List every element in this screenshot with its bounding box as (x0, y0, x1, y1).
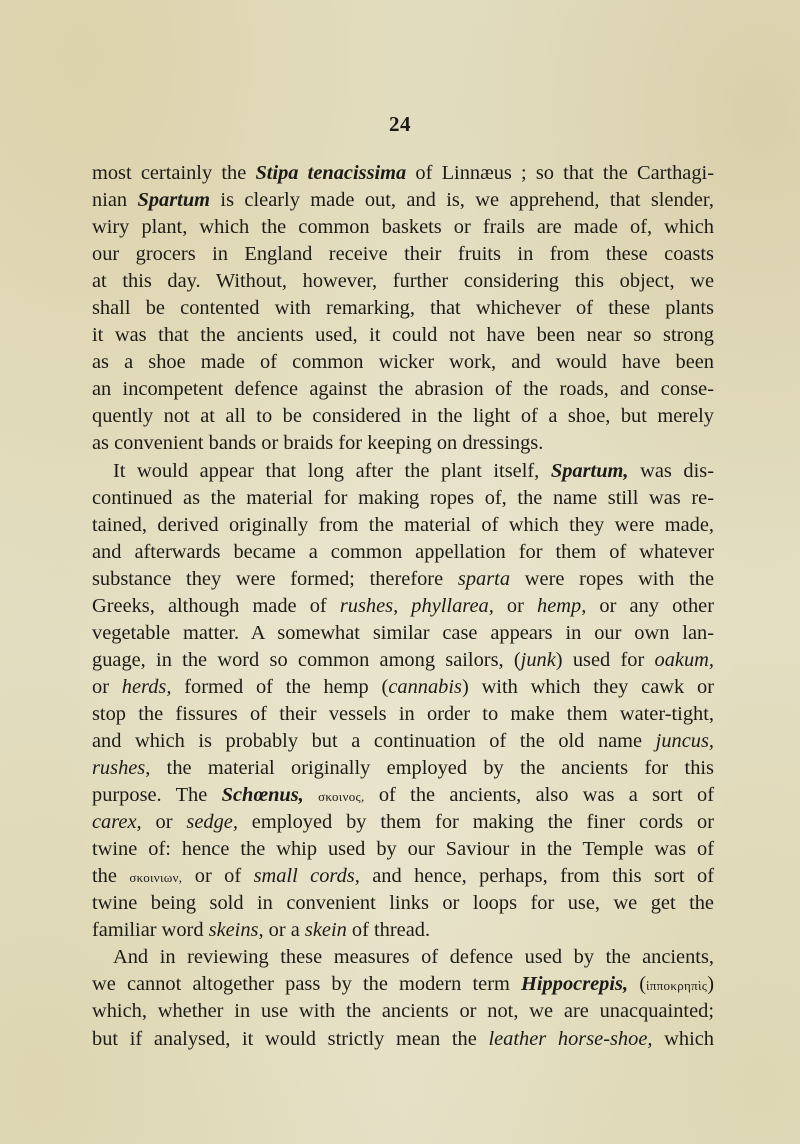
emphasis-text: hemp, (537, 594, 587, 617)
text-line (92, 295, 714, 322)
text-run: shall be contented with remarking, that whichever of these plants (92, 297, 714, 320)
text-run: and hence, perhaps, from this sort of (359, 865, 715, 888)
text-line (92, 349, 714, 376)
text-run: but if analysed, it would strictly mean the (92, 1027, 489, 1050)
text-run: an incompetent defence against the abrasion of the roads, and conse- (92, 378, 714, 401)
text-line (92, 998, 714, 1025)
emphasis-text: carex, (92, 811, 142, 834)
text-run: twine of: hence the whip used by our Saviour in the Temple was of (92, 838, 714, 861)
text-run: or (493, 594, 538, 617)
text-run: or of (182, 865, 254, 888)
emphasis-text: small cords, (253, 865, 360, 888)
text-line (92, 620, 714, 647)
text-run: or (92, 675, 122, 698)
text-run: or a (263, 919, 305, 942)
text-run: familiar word (92, 919, 209, 942)
text-run: purpose. The (92, 784, 222, 807)
emphasis-text: oakum, (654, 648, 714, 671)
emphasis-text: rushes, phyllarea, (339, 594, 494, 617)
text-run: our grocers in England receive their fruits in from these coasts (92, 243, 714, 266)
text-run: or (141, 811, 187, 834)
text-run: is clearly made out, and is, we apprehend, that slender, (210, 189, 714, 212)
text-line (92, 376, 714, 403)
text-run: quently not at all to be considered in the light of a shoe, but merely (92, 405, 714, 428)
text-line (92, 485, 714, 512)
text-run: It would appear that long after the plant itself, (113, 459, 551, 482)
text-run (304, 784, 318, 806)
text-line (92, 187, 714, 214)
emphasis-text: cannabis (388, 675, 462, 698)
text-run: substance they were formed; therefore (92, 567, 458, 590)
text-run: employed by them for making the finer cords or (237, 811, 714, 834)
page-number: 24 (389, 112, 411, 136)
text-run: were ropes with the (510, 567, 714, 590)
text-run: guage, in the word so common among sailors, ( (92, 648, 521, 671)
text-line (92, 160, 714, 187)
text-run: as convenient bands or braids for keeping on dressings. (92, 432, 544, 455)
text-line (92, 863, 714, 890)
text-run: nian (92, 189, 138, 212)
emphasis-text: skein (304, 919, 347, 942)
text-run: And in reviewing these measures of defence used by the ancients, (113, 946, 714, 969)
emphasis-text: skeins, (208, 919, 264, 942)
text-run: ) used for (555, 648, 655, 671)
text-run: most certainly the (92, 162, 256, 184)
greek-term: ἱπποκρηπὶς (646, 978, 708, 994)
text-run: at this day. Without, however, further considering this object, we (92, 270, 714, 293)
text-run: which (652, 1027, 715, 1050)
text-run: continued as the material for making ropes of, the name still was re- (92, 486, 714, 509)
body-text (92, 160, 714, 1053)
text-line (92, 322, 714, 349)
text-line (92, 809, 714, 836)
text-line (92, 782, 714, 809)
text-run: of Linnæus ; so that the Carthagi- (406, 162, 715, 184)
text-line (92, 566, 714, 593)
emphasis-text: junk (520, 648, 556, 671)
text-run: ) with which they cawk or (461, 675, 714, 698)
text-line (92, 674, 714, 701)
text-run: ( (628, 973, 647, 996)
text-line (92, 403, 714, 430)
text-line (92, 593, 714, 620)
text-line (92, 1026, 714, 1053)
text-run: vegetable matter. A somewhat similar case appears in our own lan- (92, 621, 714, 644)
text-run: and afterwards became a common appellation for them of whatever (92, 540, 714, 563)
text-line (92, 728, 714, 755)
text-run: and which is probably but a continuation of the old name (92, 729, 656, 752)
emphasis-text: leather horse-shoe, (488, 1027, 653, 1050)
text-run: Greeks, although made of (92, 594, 340, 617)
emphasis-text: herds, (121, 675, 172, 698)
text-run: was dis- (628, 459, 714, 482)
text-line (92, 971, 714, 998)
text-run: ) (707, 973, 714, 996)
text-line (92, 944, 714, 971)
text-line (92, 890, 714, 917)
emphasis-text: juncus, (655, 729, 714, 752)
text-line (92, 647, 714, 674)
emphasis-text: Stipa tenacissima (255, 162, 407, 184)
greek-term: σκοινος, (318, 789, 365, 805)
text-run: which, whether in use with the ancients or not, we are unacquainted; (92, 1000, 714, 1023)
emphasis-text: sparta (457, 567, 511, 590)
text-run: formed of the hemp ( (171, 675, 389, 698)
text-line (92, 241, 714, 268)
text-line (92, 512, 714, 539)
text-run: wiry plant, which the common baskets or frails are made of, which (92, 216, 714, 239)
text-line (92, 214, 714, 241)
emphasis-text: Spartum, (550, 459, 629, 482)
text-run: tained, derived originally from the material of which they were made, (92, 513, 714, 536)
text-run: of the ancients, also was a sort of (364, 784, 714, 807)
text-run: the (92, 865, 130, 888)
text-run: twine being sold in convenient links or loops for use, we get the (92, 892, 714, 915)
text-line (92, 539, 714, 566)
emphasis-text: rushes, (92, 757, 151, 780)
text-line (92, 755, 714, 782)
text-run: the material originally employed by the ancients for this (150, 757, 714, 780)
emphasis-text: Spartum (137, 189, 211, 212)
text-run: of thread. (346, 919, 431, 942)
text-line (92, 458, 714, 485)
text-run: or any other (586, 594, 714, 617)
greek-term: σκοινιων, (129, 870, 183, 886)
text-run: stop the fissures of their vessels in order to make them water-tight, (92, 702, 714, 725)
text-run: we cannot altogether pass by the modern term (92, 973, 522, 996)
text-run: it was that the ancients used, it could not have been near so strong (92, 324, 714, 347)
text-line (92, 917, 714, 944)
text-line (92, 430, 714, 457)
emphasis-text: sedge, (186, 811, 238, 834)
text-line (92, 701, 714, 728)
emphasis-text: Hippocrepis, (521, 973, 629, 996)
text-line (92, 268, 714, 295)
text-line (92, 836, 714, 863)
text-run: as a shoe made of common wicker work, and would have been (92, 351, 714, 374)
emphasis-text: Schœnus, (221, 784, 304, 807)
